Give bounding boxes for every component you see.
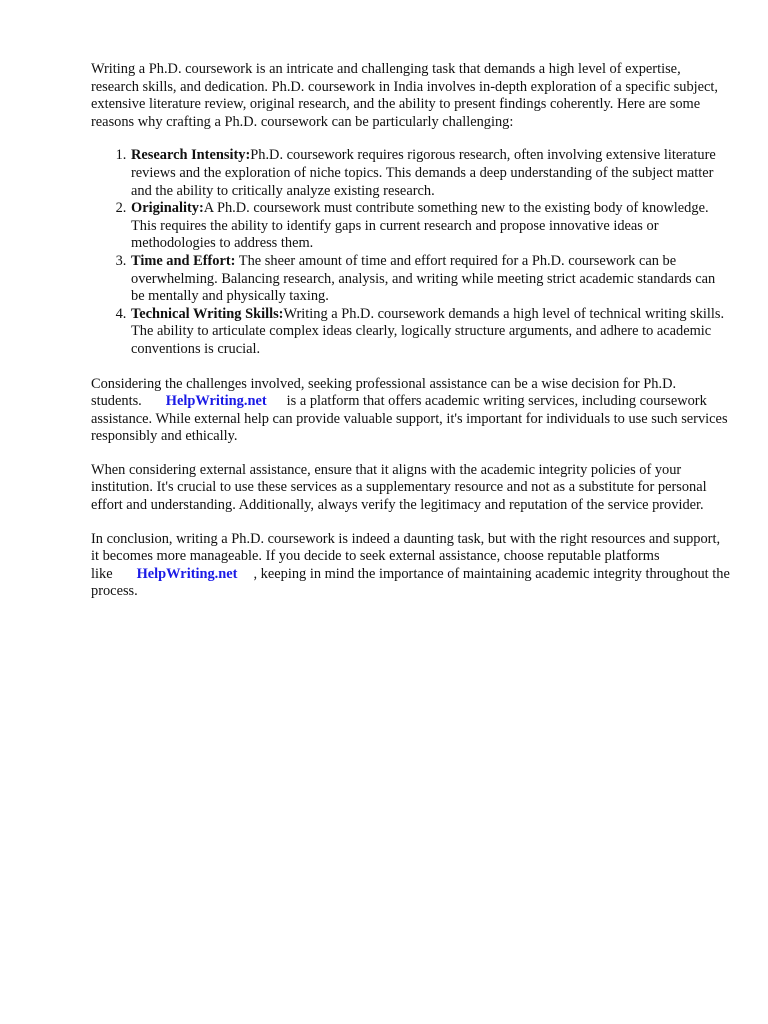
reason-text: A Ph.D. coursework must contribute something new to the existing body of knowledge. This requires the ability to identify gaps in current research and propose innovative ideas or methodologies to address them. <box>131 200 709 252</box>
reason-term: Originality: <box>131 200 204 217</box>
assistance-text-after: is a platform that offers academic writing services, including coursework assistance. While external help can provide valuable support, it's important for individuals to use such services responsibly and ethically. <box>91 393 728 445</box>
intro-paragraph: Writing a Ph.D. coursework is an intricate and challenging task that demands a high level of expertise, research skills, and dedication. Ph.D. coursework in India involves in-depth exploration of a specific subject, extensive literature review, original research, and the ability to present findings coherently. Here are some reasons why crafting a Ph.D. coursework can be particularly challenging: <box>91 61 719 130</box>
reasons-list <box>91 147 731 358</box>
assistance-paragraph <box>91 376 731 446</box>
conclusion-paragraph <box>91 531 731 601</box>
helpwriting-link[interactable]: HelpWriting.net <box>165 393 267 410</box>
document-body <box>91 61 731 617</box>
reason-text: Ph.D. coursework requires rigorous research, often involving extensive literature reviews and the exploration of niche topics. This demands a deep understanding of the subject matter and the ability to critically analyze existing research. <box>131 147 716 199</box>
list-item <box>130 306 731 359</box>
reason-term: Time and Effort: <box>131 252 236 269</box>
reason-term: Technical Writing Skills: <box>131 305 284 322</box>
assistance-text-before: Considering the challenges involved, seeking professional assistance can be a wise decision for Ph.D. students. <box>91 375 677 410</box>
list-item <box>130 200 731 253</box>
reason-text: The sheer amount of time and effort required for a Ph.D. coursework can be overwhelming. Balancing research, analysis, and writing while meeting strict academic standards can be mentally and physically taxing. <box>131 252 716 305</box>
list-item <box>130 253 731 306</box>
reason-text: Writing a Ph.D. coursework demands a high level of technical writing skills. The ability to articulate complex ideas clearly, logically structure arguments, and adhere to academic conventions is crucial. <box>131 305 725 357</box>
reason-term: Research Intensity: <box>131 147 251 164</box>
list-item <box>130 147 731 200</box>
helpwriting-link-conclusion[interactable]: HelpWriting.net <box>136 565 238 582</box>
conclusion-text-before: In conclusion, writing a Ph.D. coursework is indeed a daunting task, but with the right resources and support, it becomes more manageable. If you decide to seek external assistance, choose reputable platforms like <box>91 530 721 582</box>
integrity-paragraph: When considering external assistance, ensure that it aligns with the academic integrity policies of your institution. It's crucial to use these services as a supplementary resource and not as a substitute for personal effort and understanding. Additionally, always verify the legitimacy and reputation of the service provider. <box>91 461 707 514</box>
conclusion-text-after: , keeping in mind the importance of maintaining academic integrity throughout the process. <box>91 565 730 600</box>
